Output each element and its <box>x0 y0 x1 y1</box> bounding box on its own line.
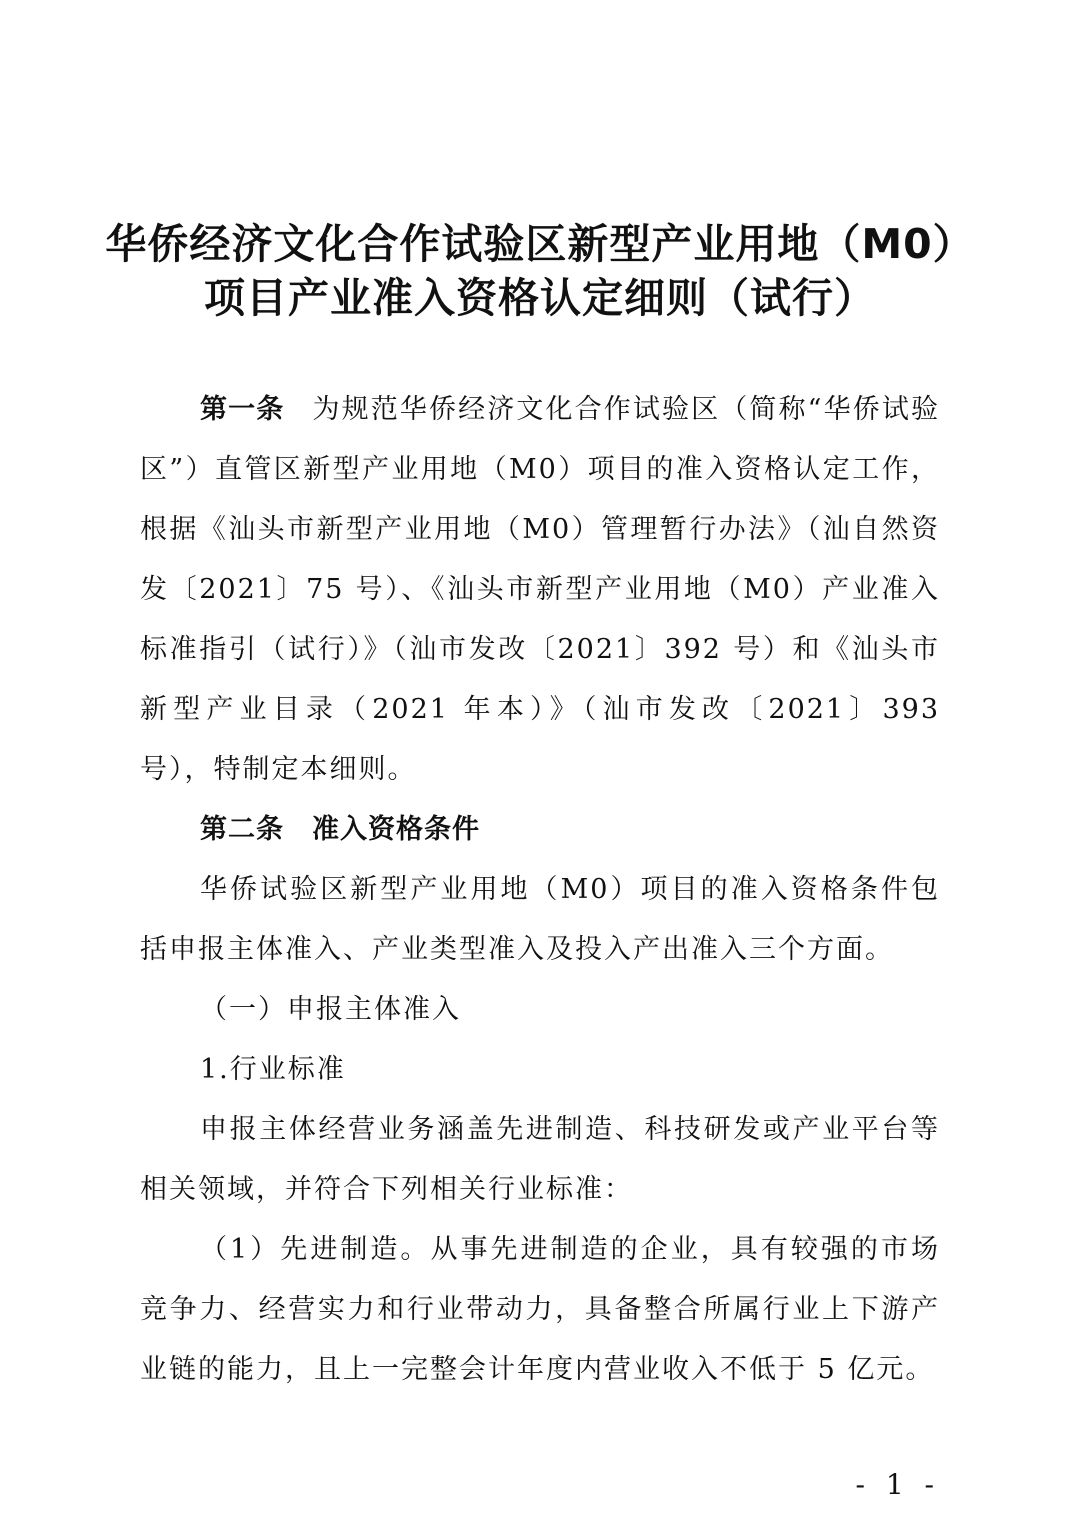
article-2-intro: 华侨试验区新型产业用地（M0）项目的准入资格条件包括申报主体准入、产业类型准入及投入产出准入三个方面。 <box>140 874 940 965</box>
article-1-heading: 第一条 <box>200 394 285 425</box>
article-2-heading: 第二条 <box>200 814 284 845</box>
item-1-text: 申报主体经营业务涵盖先进制造、科技研发或产业平台等相关领域，并符合下列相关行业标准： <box>140 1114 940 1205</box>
page-number: - 1 - <box>855 1468 940 1501</box>
item-1-heading: 1.行业标准 <box>200 1054 346 1085</box>
document-body <box>140 380 940 1400</box>
section-1-heading: （一）申报主体准入 <box>200 994 461 1025</box>
sub-item-1-text: （1）先进制造。从事先进制造的企业，具有较强的市场竞争力、经营实力和行业带动力，具备整合所属行业上下游产业链的能力，且上一完整会计年度内营业收入不低于 5 亿元。 <box>140 1234 940 1385</box>
document-title-line-1: 华侨经济文化合作试验区新型产业用地（M0） <box>105 220 975 268</box>
article-1-text: 为规范华侨经济文化合作试验区（简称“华侨试验区”）直管区新型产业用地（M0）项目的准入资格认定工作，根据《汕头市新型产业用地（M0）管理暂行办法》（汕自然资发〔2021〕75 号）、《汕头市新型产业用地（M0）产业准入标准指引（试行）》（汕市发改〔2021〕392 号）和《汕头市新型产业目录（2021 年本）》（汕市发改〔2021〕393 号），特制定本细则。 <box>140 394 940 785</box>
article-1-paragraph <box>140 380 940 800</box>
article-2-heading-line <box>140 800 940 860</box>
article-2-subject: 准入资格条件 <box>312 814 480 845</box>
document-title-line-2: 项目产业准入资格认定细则（试行） <box>204 274 876 322</box>
